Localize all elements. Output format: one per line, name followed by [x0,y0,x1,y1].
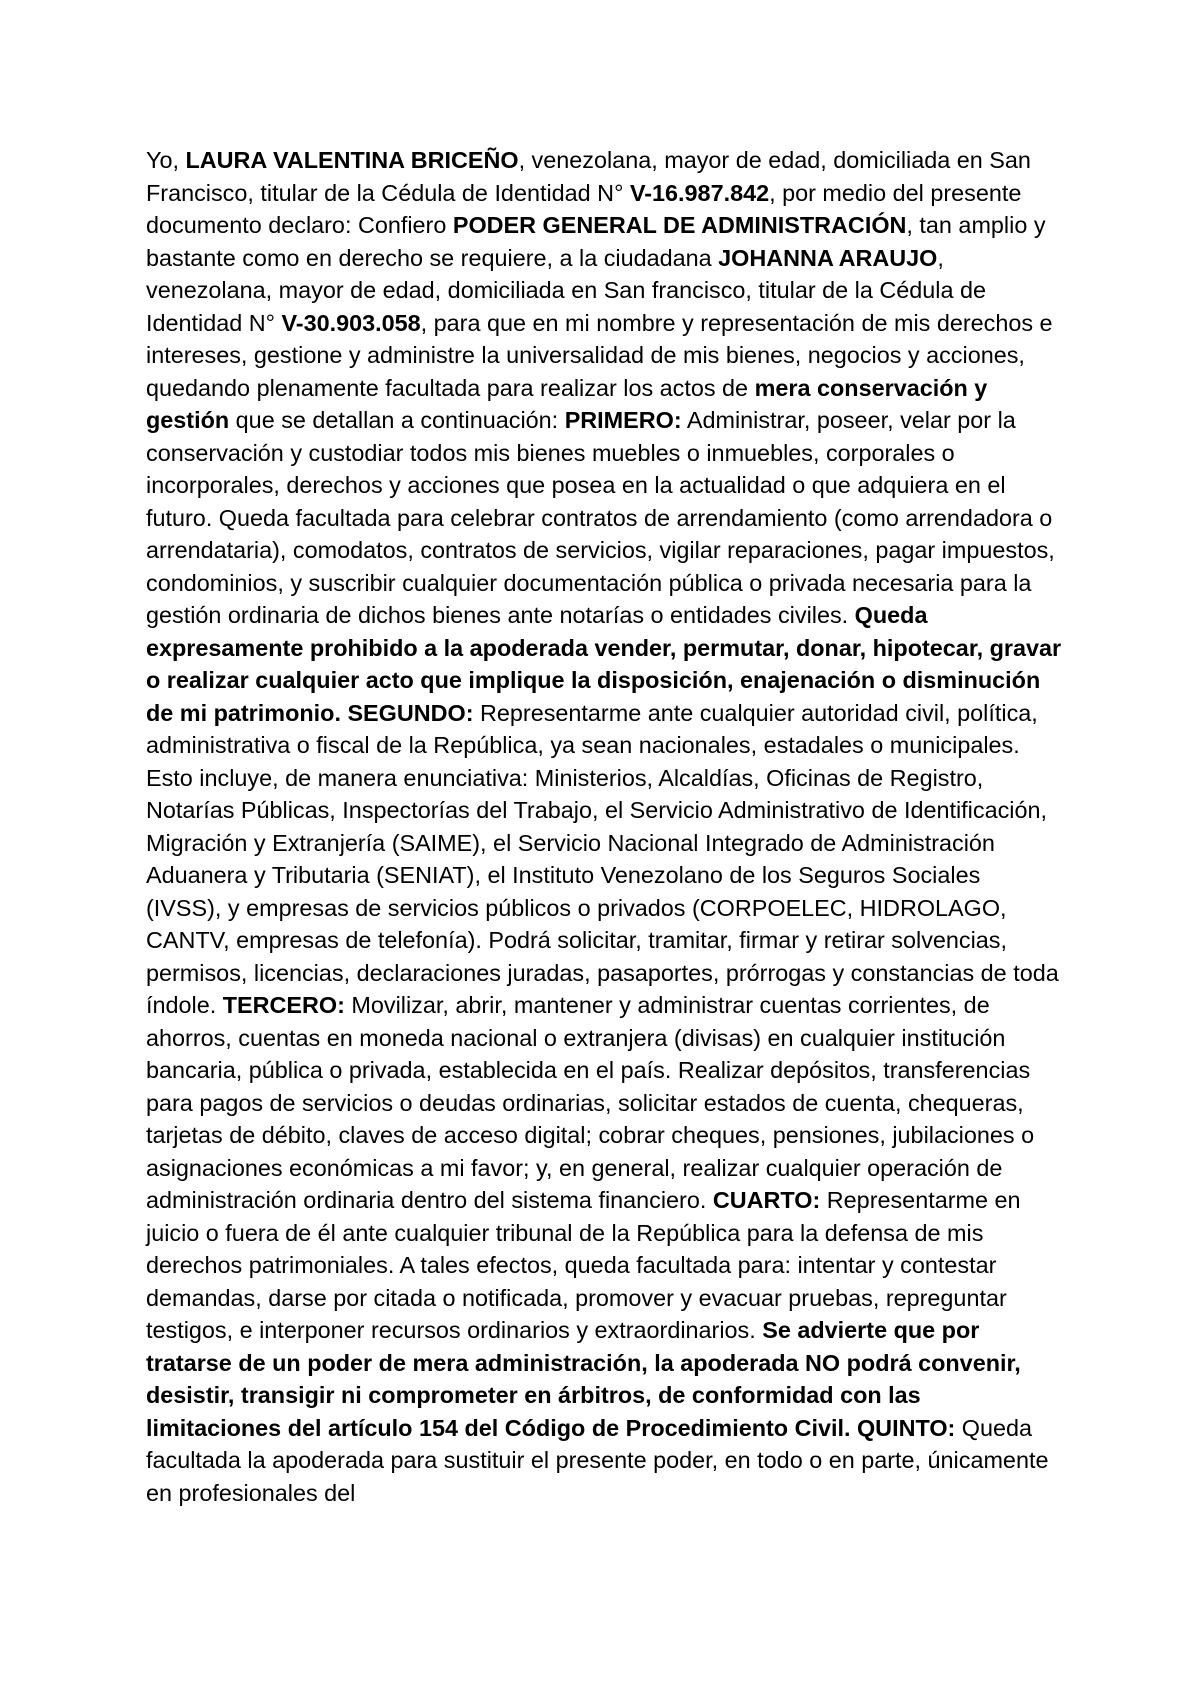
bold-text-segment: Se advierte que por tratarse de un poder de mera administración, la apoderada NO podrá convenir, desistir, transigir ni comprometer en árbitros, de conformidad con las limitaciones del artículo 154 del Código de Procedimiento Civil. QUINTO: [146,1317,1021,1441]
bold-text-segment: PODER GENERAL DE ADMINISTRACIÓN [452,212,907,238]
bold-text-segment: mera conservación y gestión [146,374,988,433]
text-segment: , venezolana, mayor de edad, domiciliada en San Francisco, titular de la Cédula de Identidad N° [146,147,1031,206]
text-segment: , tan amplio y bastante como en derecho se requiere, a la ciudadana [146,212,1046,271]
text-segment: Representarme en juicio o fuera de él ante cualquier tribunal de la República para la defensa de mis derechos patrimoniales. A tales efectos, queda facultada para: intentar y contestar demandas, darse por citada o notificada, promover y evacuar pruebas, repreguntar testigos, e interponer recursos ordinarios y extraordinarios. [146,1187,1021,1343]
text-segment: , por medio del presente documento declaro: Confiero [146,179,1022,238]
bold-text-segment: TERCERO: [222,992,345,1018]
bold-text-segment: LAURA VALENTINA BRICEÑO [185,147,519,173]
text-segment: Administrar, poseer, velar por la conservación y custodiar todos mis bienes muebles o inmuebles, corporales o incorporales, derechos y acciones que posea en la actualidad o que adquiera en el futuro. Queda facultada para celebrar contratos de arrendamiento (como arrendadora o arrendataria), comodatos, contratos de servicios, vigilar reparaciones, pagar impuestos, condominios, y suscribir cualquier documentación pública o privada necesaria para la gestión ordinaria de dichos bienes ante notarías o entidades civiles. [146,407,1055,628]
bold-text-segment: V-16.987.842 [629,179,770,206]
bold-text-segment: PRIMERO: [564,407,682,433]
bold-text-segment: Queda expresamente prohibido a la apoderada vender, permutar, donar, hipotecar, gravar o realizar cualquier acto que implique la disposición, enajenación o disminución de mi patrimonio. [146,602,1062,726]
document-body [146,144,1062,1509]
text-segment: Yo, [146,147,186,173]
bold-text-segment: CUARTO: [712,1187,821,1213]
text-segment: Movilizar, abrir, mantener y administrar cuentas corrientes, de ahorros, cuentas en moneda nacional o extranjera (divisas) en cualquier institución bancaria, pública o privada, establecida en el país. Realizar depósitos, transferencias para pagos de servicios o deudas ordinarias, solicitar estados de cuenta, chequeras, tarjetas de débito, claves de acceso digital; cobrar cheques, pensiones, jubilaciones o asignaciones económicas a mi favor; y, en general, realizar cualquier operación de administración ordinaria dentro del sistema financiero. [146,992,1035,1213]
bold-text-segment: JOHANNA ARAUJO [718,244,938,271]
text-segment: Queda facultada la apoderada para sustituir el presente poder, en todo o en parte, únicamente en profesionales del [146,1414,1049,1506]
text-segment: que se detallan a continuación: [229,407,565,433]
bold-text-segment: V-30.903.058 [281,309,421,336]
text-segment: Representarme ante cualquier autoridad civil, política, administrativa o fiscal de la República, ya sean nacionales, estadales o municipales. Esto incluye, de manera enunciativa: Ministerios, Alcaldías, Oficinas de Registro, Notarías Públicas, Inspectorías del Trabajo, el Servicio Administrativo de Identificación, Migración y Extranjería (SAIME), el Servicio Nacional Integrado de Administración Aduanera y Tributaria (SENIAT), el Instituto Venezolano de los Seguros Sociales (IVSS), y empresas de servicios públicos o privados (CORPOELEC, HIDROLAGO, CANTV, empresas de telefonía). Podrá solicitar, tramitar, firmar y retirar solvencias, permisos, licencias, declaraciones juradas, pasaportes, prórrogas y constancias de toda índole. [146,699,1059,1018]
text-segment: , para que en mi nombre y representación de mis derechos e intereses, gestione y administre la universalidad de mis bienes, negocios y acciones, quedando plenamente facultada para realizar los actos de [146,309,1053,401]
bold-text-segment: SEGUNDO: [347,699,474,726]
text-segment: , venezolana, mayor de edad, domiciliada en San francisco, titular de la Cédula de Identidad N° [146,244,986,336]
